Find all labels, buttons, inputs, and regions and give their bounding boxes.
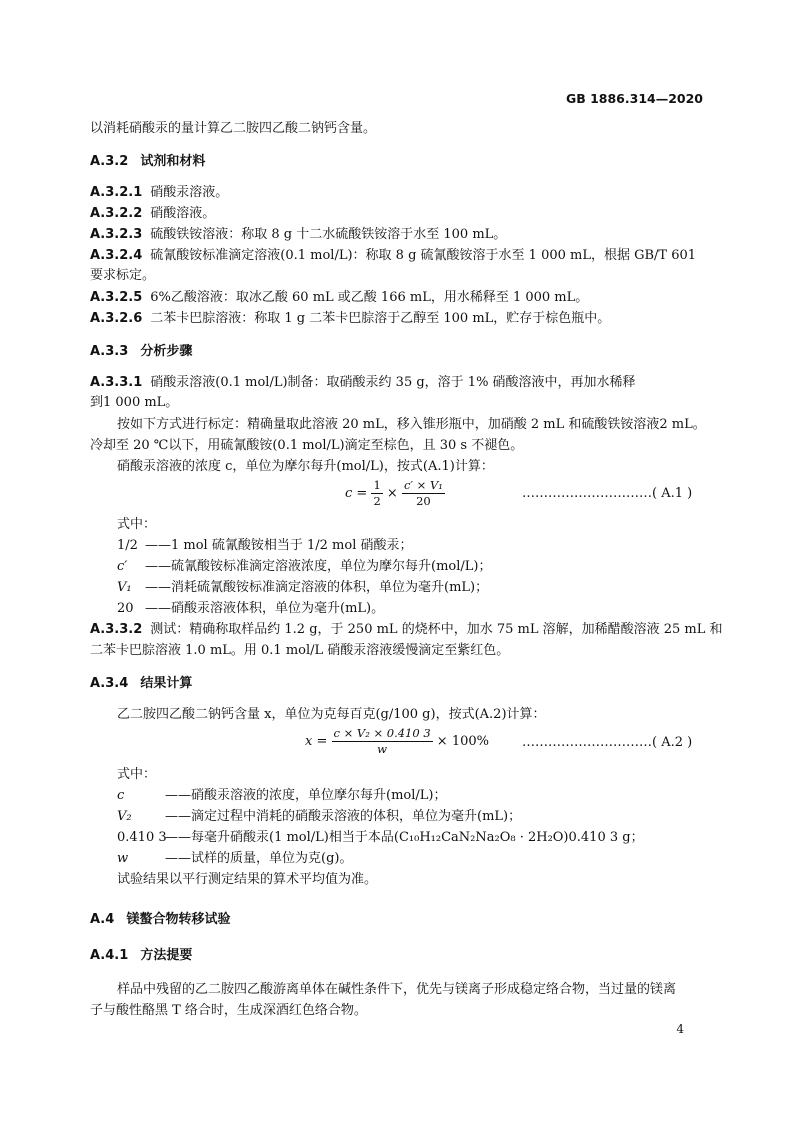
clause-number: A.3.2.2 <box>90 206 143 221</box>
clause-number: A.3.3.1 <box>90 375 143 390</box>
definition-row <box>117 808 521 826</box>
clause-item <box>90 310 610 328</box>
section-number: A.4.1 <box>90 948 129 963</box>
page-number: 4 <box>676 1022 684 1036</box>
equation-lhs: c = <box>345 486 368 501</box>
equation-a2 <box>305 726 489 757</box>
definition-text: ——消耗硫氰酸铵标准滴定溶液的体积，单位为毫升(mL)； <box>145 580 489 595</box>
paragraph-continuation: 子与酸性酪黑 T 络合时，生成深酒红色络合物。 <box>90 1003 367 1018</box>
paragraph-continuation: 冷却至 20 ℃以下，用硫氰酸铵(0.1 mol/L)滴定至棕色，且 30 s 不褪色。 <box>90 438 524 453</box>
where-label: 式中： <box>117 767 157 782</box>
definition-text: ——试样的质量，单位为克(g)。 <box>165 851 353 866</box>
clause-number: A.3.2.6 <box>90 311 143 326</box>
definition-symbol: V₁ <box>117 580 132 595</box>
equation-a1 <box>345 478 445 509</box>
section-heading <box>90 947 192 965</box>
definition-text: ——1 mol 硫氰酸铵相当于 1/2 mol 硝酸汞； <box>145 538 413 553</box>
definition-row <box>117 579 488 597</box>
equation-leader-dots <box>522 486 692 501</box>
clause-item <box>90 621 723 639</box>
clause-continuation: 到1 000 mL。 <box>90 395 179 410</box>
clause-item <box>90 205 215 223</box>
section-title: 分析步骤 <box>140 344 193 359</box>
clause-text: 硝酸汞溶液。 <box>150 185 229 200</box>
fraction-numerator: c′ × V₁ <box>403 478 443 492</box>
section-title: 方法提要 <box>140 948 193 963</box>
intro-line: 以消耗硝酸汞的量计算乙二胺四乙酸二钠钙含量。 <box>90 121 377 136</box>
paragraph: 乙二胺四乙酸二钠钙含量 x，单位为克每百克(g/100 g)，按式(A.2)计算： <box>117 707 546 722</box>
clause-text: 硫氰酸铵标准滴定溶液(0.1 mol/L)：称取 8 g 硫氰酸铵溶于水至 1 000 mL，根据 GB/T 601 <box>150 248 697 263</box>
clause-text: 6%乙酸溶液：取冰乙酸 60 mL 或乙酸 166 mL，用水稀释至 1 000 mL。 <box>150 290 589 305</box>
section-number: A.3.3 <box>90 344 129 359</box>
paragraph: 按如下方式进行标定：精确量取此溶液 20 mL，移入锥形瓶中，加硝酸 2 mL 和硫酸铁铵溶液2 mL。 <box>117 417 706 432</box>
clause-continuation: 二苯卡巴腙溶液 1.0 mL。用 0.1 mol/L 硝酸汞溶液缓慢滴定至紫红色。 <box>90 643 510 658</box>
section-number: A.3.4 <box>90 676 129 691</box>
definition-symbol: 1/2 <box>117 538 138 553</box>
definition-text: ——硝酸汞溶液体积，单位为毫升(mL)。 <box>145 601 385 616</box>
definition-text: ——滴定过程中消耗的硝酸汞溶液的体积，单位为毫升(mL)； <box>165 809 522 824</box>
definition-symbol: c′ <box>117 559 128 574</box>
section-heading <box>90 911 230 929</box>
definition-row <box>117 537 412 555</box>
clause-text: 硝酸溶液。 <box>150 206 216 221</box>
definition-row <box>117 558 491 576</box>
equation-label: ( A.1 ) <box>652 486 693 501</box>
definition-row <box>117 850 352 868</box>
paragraph: 样品中残留的乙二胺四乙酸游离单体在碱性条件下，优先与镁离子形成稳定络合物，当过量的镁离 <box>117 982 677 997</box>
section-number: A.4 <box>90 912 115 927</box>
fraction <box>332 726 433 757</box>
section-heading <box>90 343 192 361</box>
section-heading <box>90 675 192 693</box>
section-title: 结果计算 <box>140 676 193 691</box>
fraction-numerator: 1 <box>373 478 381 492</box>
definition-symbol: w <box>117 851 129 866</box>
definition-symbol: c <box>117 788 125 803</box>
definition-row <box>117 600 384 618</box>
fraction-numerator: c × V₂ × 0.410 3 <box>333 726 431 740</box>
equation-leader-dots <box>522 735 692 750</box>
section-title: 镁螯合物转移试验 <box>126 912 231 927</box>
times-sign: × <box>386 486 398 501</box>
definition-symbol: 20 <box>117 601 134 616</box>
definition-row <box>117 829 644 847</box>
equation-lhs: x = <box>305 734 328 749</box>
definition-symbol: 0.410 3 <box>117 830 167 845</box>
clause-text: 二苯卡巴腙溶液：称取 1 g 二苯卡巴腙溶于乙醇至 100 mL，贮存于棕色瓶中。 <box>150 311 611 326</box>
fraction-denominator: w <box>377 742 387 756</box>
equation-label: ( A.2 ) <box>652 735 693 750</box>
definition-text: ——每毫升硝酸汞(1 mol/L)相当于本品(C₁₀H₁₂CaN₂Na₂O₈ · 2H₂O)0.410 3 g； <box>165 830 644 845</box>
clause-item <box>90 247 696 265</box>
definition-text: ——硫氰酸铵标准滴定溶液浓度，单位为摩尔每升(mol/L)； <box>145 559 492 574</box>
clause-continuation: 要求标定。 <box>90 268 156 283</box>
paragraph: 硝酸汞溶液的浓度 c，单位为摩尔每升(mol/L)，按式(A.1)计算： <box>117 459 494 474</box>
equation-tail: × 100% <box>436 734 489 749</box>
fraction-denominator: 20 <box>416 494 431 508</box>
closing-paragraph: 试验结果以平行测定结果的算术平均值为准。 <box>117 872 378 887</box>
fraction <box>371 478 382 509</box>
clause-item <box>90 226 506 244</box>
where-label: 式中： <box>117 517 157 532</box>
clause-number: A.3.2.1 <box>90 185 143 200</box>
leader-dots: ………………………… <box>522 486 652 501</box>
clause-item <box>90 289 588 307</box>
fraction-denominator: 2 <box>373 494 381 508</box>
fraction <box>402 478 445 509</box>
section-title: 试剂和材料 <box>140 154 206 169</box>
clause-item <box>90 374 636 392</box>
clause-item <box>90 184 228 202</box>
clause-number: A.3.2.3 <box>90 227 143 242</box>
clause-text: 硫酸铁铵溶液：称取 8 g 十二水硫酸铁铵溶于水至 100 mL。 <box>150 227 507 242</box>
leader-dots: ………………………… <box>522 735 652 750</box>
clause-text: 测试：精确称取样品约 1.2 g，于 250 mL 的烧杯中，加水 75 mL 溶解，加稀醋酸溶液 25 mL 和 <box>150 622 723 637</box>
section-heading <box>90 153 205 171</box>
clause-number: A.3.3.2 <box>90 622 143 637</box>
section-number: A.3.2 <box>90 154 129 169</box>
definition-row <box>117 787 446 805</box>
clause-text: 硝酸汞溶液(0.1 mol/L)制备：取硝酸汞约 35 g，溶于 1% 硝酸溶液中，再加水稀释 <box>150 375 636 390</box>
standard-number-header: GB 1886.314—2020 <box>565 91 703 106</box>
definition-text: ——硝酸汞溶液的浓度，单位摩尔每升(mol/L)； <box>165 788 447 803</box>
clause-number: A.3.2.5 <box>90 290 143 305</box>
clause-number: A.3.2.4 <box>90 248 143 263</box>
definition-symbol: V₂ <box>117 809 132 824</box>
